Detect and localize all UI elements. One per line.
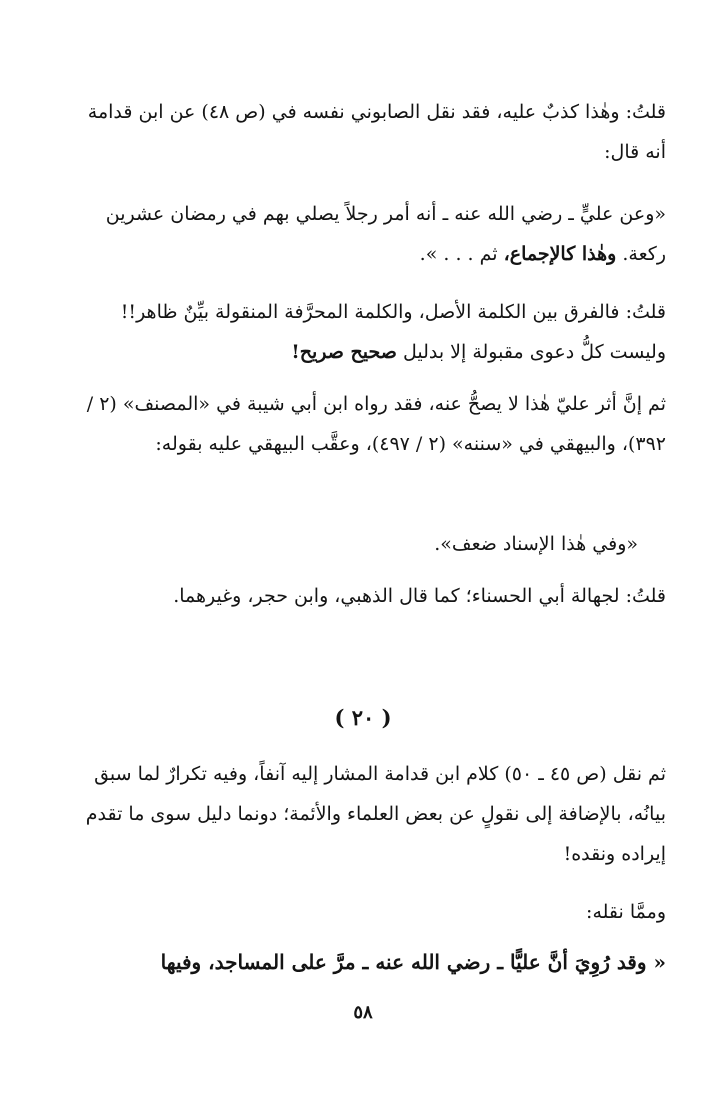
- paragraph-6: [66, 576, 666, 616]
- paragraph-2-bold: وهٰذا كالإجماع،: [503, 243, 617, 265]
- paragraph-2-quote: [66, 194, 666, 274]
- section-heading: ( ٢٠ ): [334, 705, 392, 730]
- paragraph-5-text: «وفي هٰذا الإسناد ضعف».: [434, 533, 638, 555]
- paragraph-3-bold: صحيح صريح!: [291, 341, 397, 363]
- paragraph-5-quote: [66, 524, 638, 564]
- paragraph-1-text: وهٰذا كذبٌ عليه، فقد نقل الصابوني نفسه في (ص ٤٨) عن ابن قدامة أنه قال:: [87, 101, 666, 163]
- paragraph-9-bold: « وقد رُوِيَ أنَّ عليًّا ـ رضي الله عنه ـ مرَّ على المساجد، وفيها: [160, 950, 666, 974]
- paragraph-9-quote: [66, 942, 666, 982]
- paragraph-4: [66, 384, 666, 464]
- paragraph-2-tail: ثم . . . ».: [419, 243, 498, 265]
- paragraph-4-text: ثم إنَّ أثر عليّ هٰذا لا يصحُّ عنه، فقد رواه ابن أبي شيبة في «المصنف» (٢ / ٣٩٢)، والبيهقي في «سننه» (٢ / ٤٩٧)، وعقَّب البيهقي عليه بقوله:: [86, 393, 666, 455]
- page-number: ٥٨: [353, 1002, 373, 1023]
- paragraph-8-text: وممَّا نقله:: [586, 901, 666, 923]
- paragraph-6-label: قلتُ:: [625, 585, 666, 607]
- paragraph-3-text: فالفرق بين الكلمة الأصل، والكلمة المحرَّفة المنقولة بيِّنٌ ظاهر!! وليست كلُّ دعوى مقبولة إلا بدليل: [120, 301, 666, 363]
- paragraph-3-label: قلتُ:: [625, 301, 666, 323]
- paragraph-2-text: «وعن عليٍّ ـ رضي الله عنه ـ أنه أمر رجلاً يصلي بهم في رمضان عشرين ركعة.: [105, 203, 666, 265]
- paragraph-7: [66, 754, 666, 874]
- paragraph-6-text: لجهالة أبي الحسناء؛ كما قال الذهبي، وابن حجر، وغيرهما.: [173, 585, 620, 607]
- paragraph-7-text: ثم نقل (ص ٤٥ ـ ٥٠) كلام ابن قدامة المشار إليه آنفاً، وفيه تكرارٌ لما سبق بيانُه، بالإضافة إلى نقولٍ عن بعض العلماء والأئمة؛ دونما دليل سوى ما تقدم إيراده ونقده!: [85, 763, 666, 865]
- paragraph-1: [66, 92, 666, 172]
- paragraph-8: [66, 892, 666, 932]
- paragraph-3: [66, 292, 666, 372]
- paragraph-1-label: قلتُ:: [625, 101, 666, 123]
